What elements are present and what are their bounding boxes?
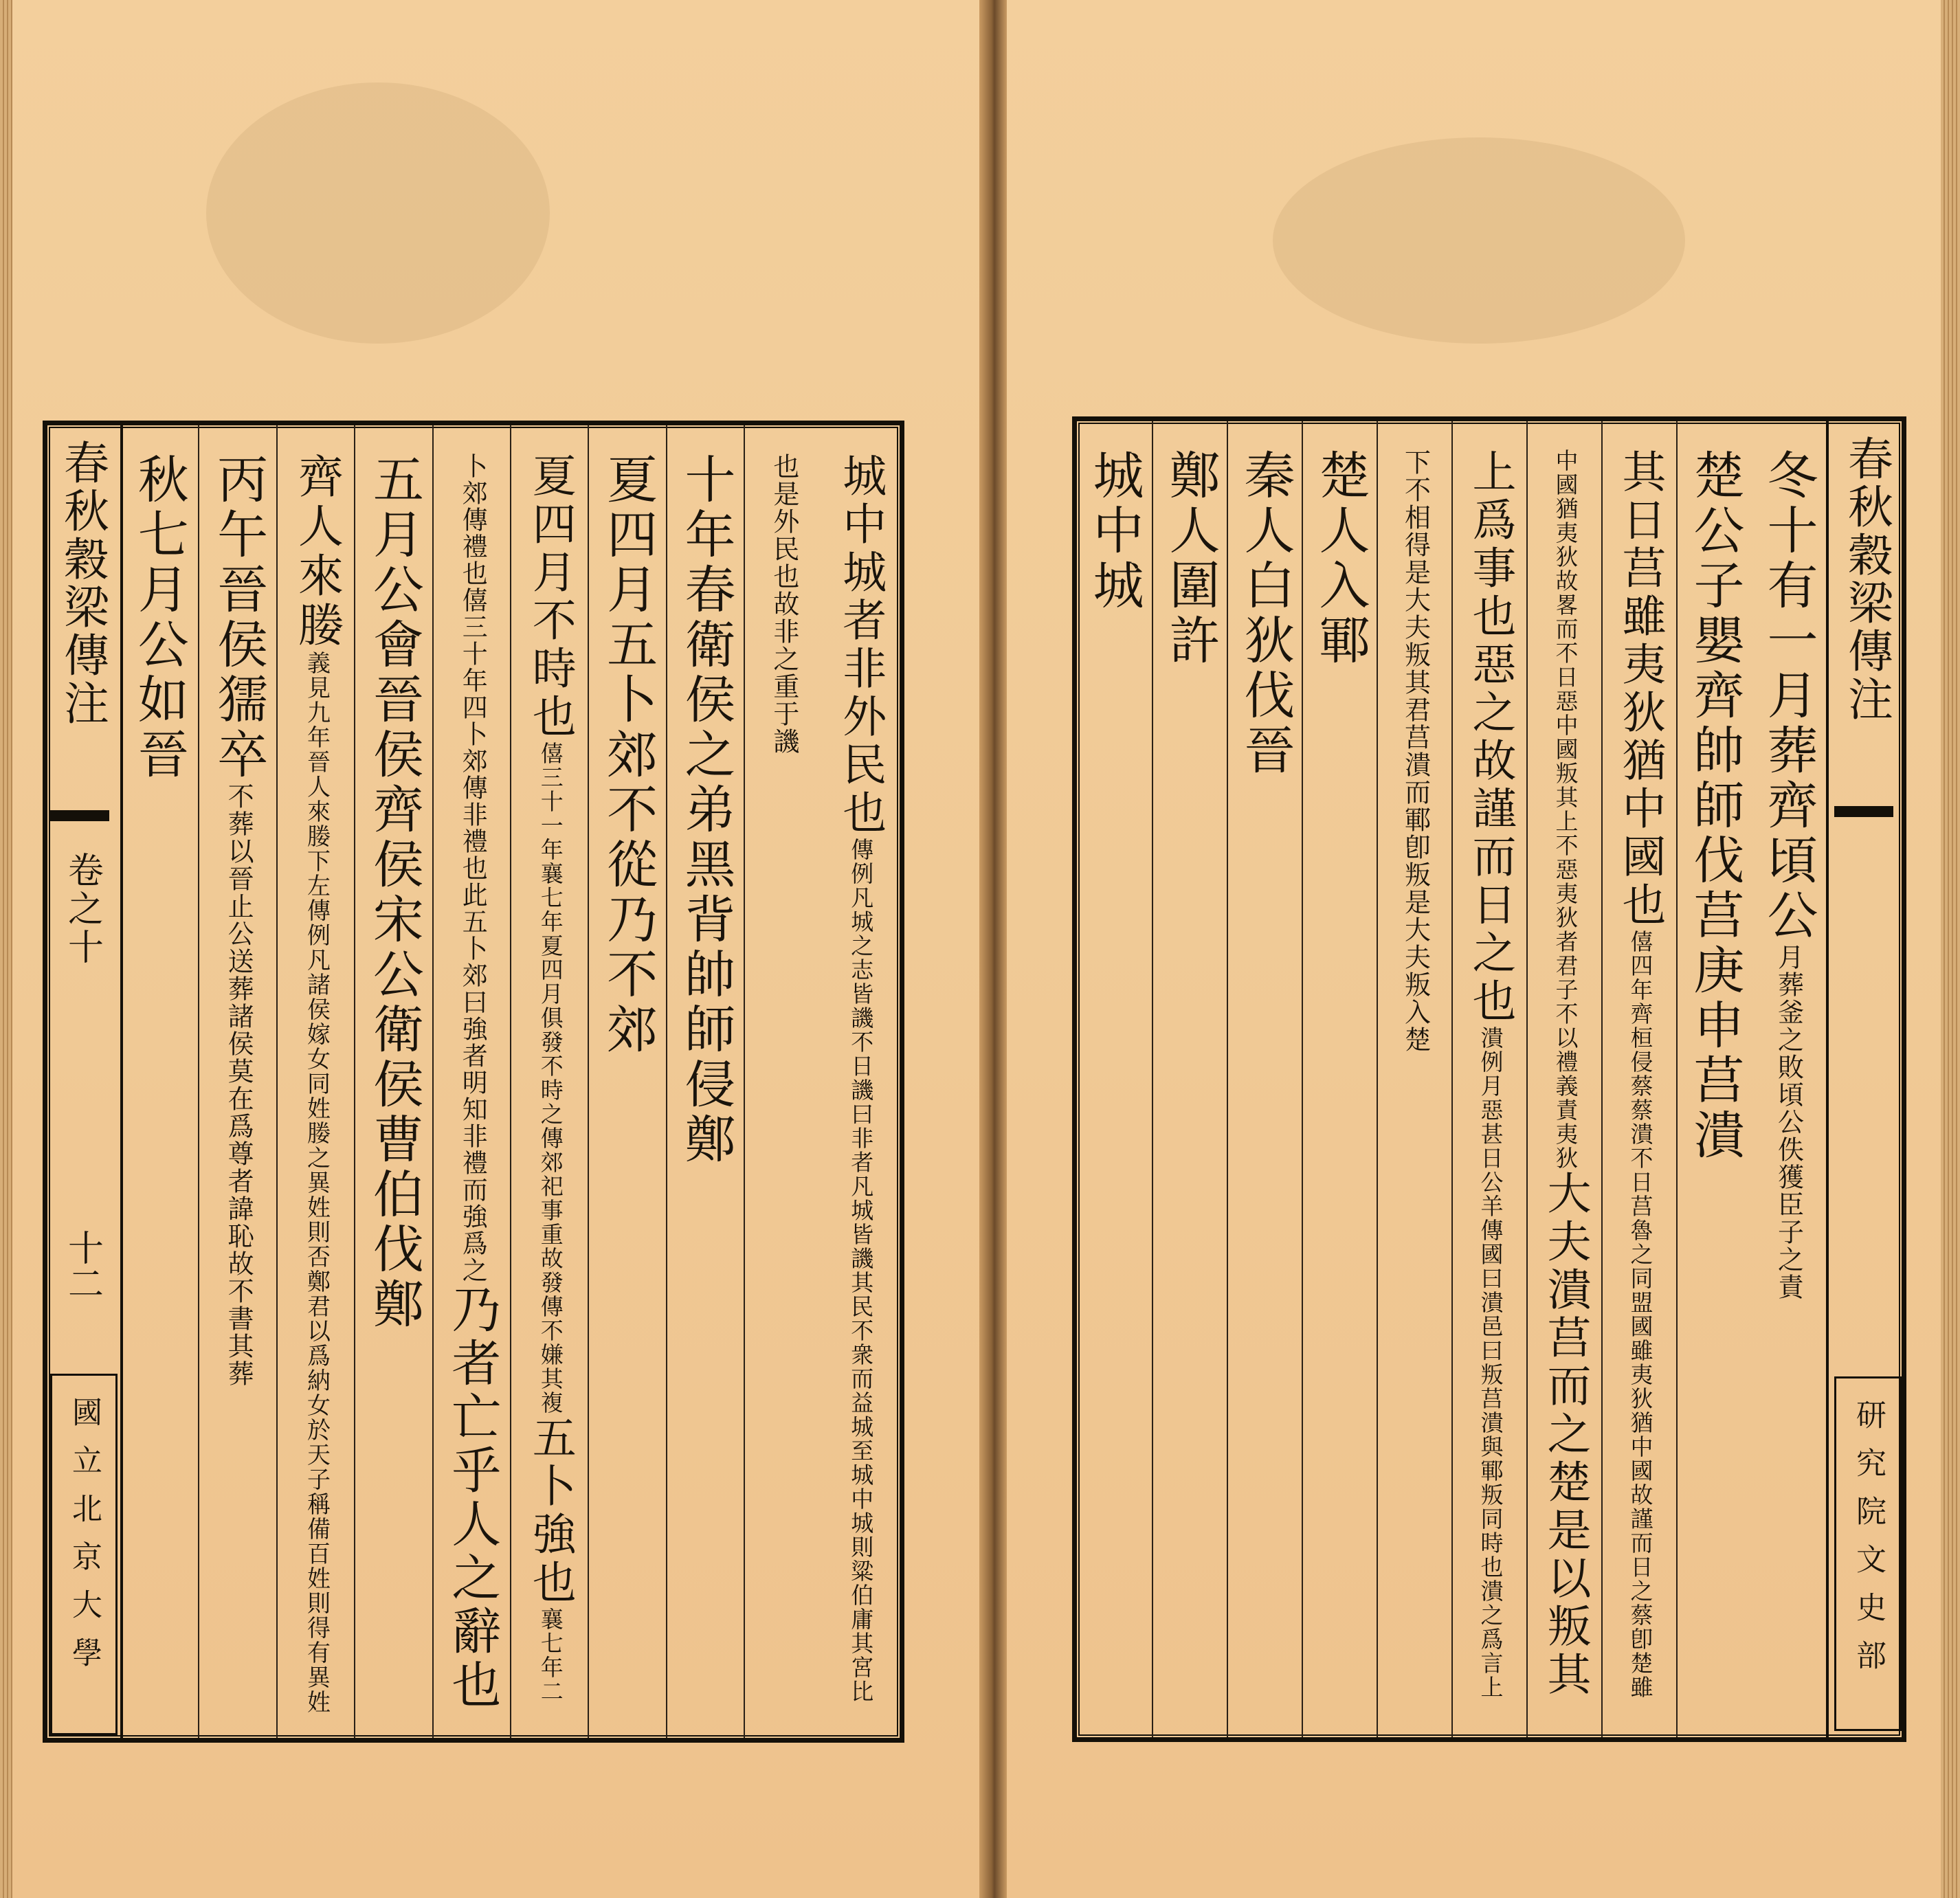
text-column xyxy=(666,425,745,1738)
commentary-text: 傳例凡城之志皆譏不日譏曰非者凡城皆譏其民不衆而益城至城中城則粱伯庸其宮比 xyxy=(847,838,875,1704)
main-text: 鄭人圍許 xyxy=(1161,449,1221,669)
text-column xyxy=(120,425,198,1738)
main-text: 五月公會晉侯齊侯宋公衛侯曹伯伐鄭 xyxy=(364,453,424,1332)
main-text: 齊人來媵 xyxy=(290,453,344,651)
text-column xyxy=(1377,421,1453,1737)
commentary-text: 不葬以晉止公送葬諸侯莫在爲尊者諱恥故不書其葬 xyxy=(223,783,254,1387)
text-column xyxy=(1077,421,1152,1737)
text-column xyxy=(432,425,511,1738)
commentary-text: 卜郊傳禮也僖三十年四卜郊傳非禮也此五卜郊曰強者明知非禮而強爲之 xyxy=(458,453,488,1284)
commentary-text: 中國猶夷狄故畧而不日惡中國叛其上不惡夷狄者君子不以禮義責夷狄 xyxy=(1552,449,1579,1170)
text-column xyxy=(1227,421,1303,1737)
main-text: 乃者亡乎人之辭也 xyxy=(443,1284,502,1712)
book-gutter xyxy=(979,0,1007,1898)
page-edges-right xyxy=(1941,0,1960,1898)
main-text: 城中城 xyxy=(1084,449,1144,614)
commentary-text: 也是外民也故非之重于譏 xyxy=(768,453,799,755)
text-column xyxy=(1751,421,1826,1737)
text-column xyxy=(588,425,667,1738)
text-column xyxy=(510,425,589,1738)
right-columns xyxy=(1077,421,1826,1737)
imprint-box xyxy=(50,1374,118,1735)
main-text: 秋七月公如晉 xyxy=(129,453,189,783)
imprint-text: 國立北京大學 xyxy=(67,1396,102,1685)
fishtail-mark xyxy=(50,810,109,821)
main-text: 夏四月不時也 xyxy=(524,453,576,741)
main-text: 夏四月五卜郊不從乃不郊 xyxy=(599,453,658,1058)
commentary-text: 下不相得是大夫叛其君莒潰而鄆卽叛是大夫叛入楚 xyxy=(1400,449,1431,1053)
commentary-text: 潰例月惡甚日公羊傳國曰潰邑曰叛莒潰與鄆叛同時也潰之爲言上 xyxy=(1477,1026,1504,1699)
fishtail-mark xyxy=(1834,806,1893,817)
book-title: 春秋穀梁傳注 xyxy=(56,439,109,728)
text-column xyxy=(1601,421,1678,1737)
text-column xyxy=(822,425,900,1738)
paper-stain xyxy=(1273,137,1685,344)
main-text: 冬十有一月葬齊頃公 xyxy=(1759,449,1818,944)
commentary-text: 僖四年齊桓侵蔡蔡潰不日莒魯之同盟國雖夷狄猶中國故謹而日之蔡卽楚雖 xyxy=(1627,930,1654,1699)
main-text: 秦人白狄伐晉 xyxy=(1236,449,1295,779)
main-text: 楚公子嬰齊帥師伐莒庚申莒潰 xyxy=(1685,449,1745,1163)
right-margin-strip xyxy=(1826,421,1904,1737)
imprint-box xyxy=(1834,1376,1902,1731)
text-column xyxy=(1152,421,1228,1737)
commentary-text: 義見九年晉人來媵下左傳例凡諸侯嫁女同姓媵之異姓則否鄭君以爲納女於天子稱備百姓則得有異姓 xyxy=(302,651,331,1715)
main-text: 五卜強也 xyxy=(524,1415,576,1607)
text-column xyxy=(198,425,277,1738)
left-text-block xyxy=(43,421,904,1743)
text-column xyxy=(1676,421,1752,1737)
left-columns xyxy=(120,425,900,1738)
left-margin-strip xyxy=(45,425,123,1738)
paper-stain xyxy=(206,82,550,344)
main-text: 上爲事也惡之故謹而日之也 xyxy=(1465,449,1516,1026)
text-column xyxy=(1302,421,1378,1737)
book-title: 春秋穀梁傳注 xyxy=(1840,435,1893,724)
commentary-text: 襄七年二 xyxy=(537,1607,564,1704)
text-column xyxy=(1526,421,1603,1737)
text-column xyxy=(744,425,823,1738)
main-text: 大夫潰莒而之楚是以叛其 xyxy=(1539,1170,1591,1699)
main-text: 丙午晉侯獳卒 xyxy=(209,453,269,783)
page-edges-left xyxy=(0,0,12,1898)
commentary-text: 月葬釜之敗頃公佚獲臣子之責 xyxy=(1773,944,1804,1301)
main-text: 十年春衛侯之弟黑背帥師侵鄭 xyxy=(676,453,736,1168)
text-column xyxy=(354,425,433,1738)
right-text-block xyxy=(1072,416,1906,1742)
page-number: 十二 xyxy=(61,1229,103,1301)
main-text: 楚人入鄆 xyxy=(1311,449,1370,669)
main-text: 城中城者非外民也 xyxy=(835,453,887,838)
text-column xyxy=(276,425,355,1738)
main-text: 其日莒雖夷狄猶中國也 xyxy=(1614,449,1666,930)
text-column xyxy=(1451,421,1528,1737)
commentary-text: 僖三十一年襄七年夏四月俱發不時之傳郊祀事重故發傳不嫌其複 xyxy=(537,741,564,1415)
imprint-text: 研究院文史部 xyxy=(1851,1399,1886,1688)
volume-label: 卷之十 xyxy=(61,851,103,967)
